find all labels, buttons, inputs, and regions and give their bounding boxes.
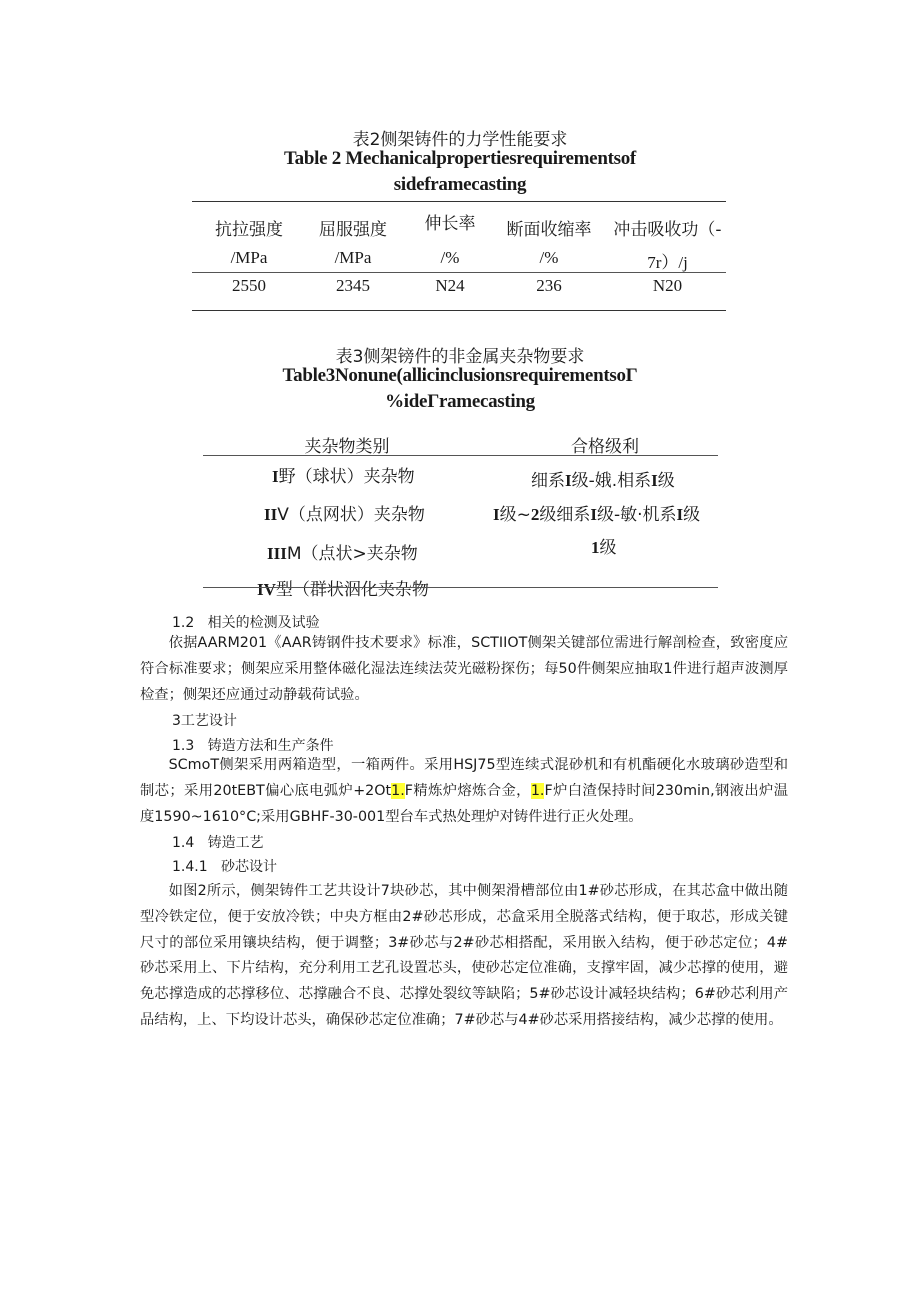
table2-header-1: 抗拉强度 [215, 220, 283, 240]
table2-caption-en-2: sideframecasting [393, 174, 527, 195]
table2-value-tensile: 2550 [232, 276, 266, 295]
section-1-2-paragraph: 依据AARM201《AAR铸钢件技术要求》标准，SCTIIOT侧架关键部位需进行解剖检查，致密度应符合标准要求；侧架应采用整体磁化湿法连续法荧光磁粉探伤；每50件侧架应抽取1件进行超声波测厚检查；侧架还应通过动静载荷试验。 [140, 635, 788, 703]
table3-row-3: IIIM（点状>夹杂物 [267, 544, 418, 564]
table2-header-rule [192, 272, 726, 273]
table2-header-3-unit: /% [440, 248, 460, 267]
table3-header-grade: 合格级利 [571, 437, 639, 457]
table2-caption-en: Table 2 Mechanicalpropertiesrequirementsof [284, 148, 636, 169]
table3-row-2: IIV（点网状）夹杂物 [264, 505, 425, 525]
table2-caption-zh: 表2侧架铸件的力学性能要求 [352, 130, 568, 150]
table3-caption-en-2: %ideΓramecasting [385, 391, 535, 412]
table3-caption-zh: 表3侧架镑件的非金属夹杂物要求 [335, 347, 585, 367]
section-1-3-heading: 1.3 铸造方法和生产条件 [172, 738, 334, 754]
highlight-1: 1. [391, 782, 405, 799]
section-1-3-paragraph: SCmoT侧架采用两箱造型，一箱两件。采用HSJ75型连续式混砂机和有机酯硬化水玻璃砂造型和制芯；采用20tEBT偏心底电弧炉+2Ot1.F精炼炉熔炼合金，1.F炉白渣保持时间230min,钢液出炉温度1590~1610°C;采用GBHF-30-001型台车式热处理炉对铸件进行正火处理。 [140, 757, 789, 825]
table2-value-impact: N20 [652, 276, 683, 295]
section-3-heading: 3工艺设计 [172, 713, 237, 729]
table3-header-rule [203, 455, 718, 456]
table3-row-4: IV型（群状泅化夹杂物 [257, 580, 429, 600]
table3-grade-1: 细系I级-娥.相系I级 [531, 471, 675, 491]
table2-header-5: 冲击吸收功（- [613, 220, 722, 240]
table2-top-rule [192, 201, 726, 202]
table2-value-yield: 2345 [336, 276, 370, 295]
table3-caption-en: Table3Nonune(allicinclusionsrequirementsoΓ [282, 365, 638, 386]
highlight-2: 1. [530, 782, 545, 799]
section-1-2-heading: 1.2 相关的检测及试验 [172, 615, 320, 631]
table2-header-1-unit: /MPa [230, 248, 268, 267]
table3-row-1: I野（球状）夹杂物 [272, 467, 415, 487]
table2-value-elongation: N24 [435, 276, 465, 295]
table2-value-reduction: 236 [536, 276, 562, 295]
table2-header-5-unit: 7r）/j [647, 253, 688, 272]
section-1-4-heading: 1.4 铸造工艺 [172, 835, 264, 851]
table2-bottom-rule [192, 310, 726, 311]
table3-header-category: 夹杂物类别 [304, 437, 390, 457]
section-1-4-1-paragraph: 如图2所示，侧架铸件工艺共设计7块砂芯，其中侧架滑槽部位由1#砂芯形成，在其芯盒中做出随型冷铁定位，便于安放冷铁；中央方框由2#砂芯形成，芯盒采用全脱落式结构，便于取芯，形成关键尺寸的部位采用镶块结构，便于调整；3#砂芯与2#砂芯相搭配，采用嵌入结构，便于砂芯定位；4#砂芯采用上、下片结构，充分利用工艺孔设置芯头，使砂芯定位准确，支撑牢固，减少芯撑的使用，避免芯撑造成的芯撑移位、芯撑融合不良、芯撑处裂纹等缺陷；5#砂芯设计减轻块结构；6#砂芯利用产品结构，上、下均设计芯头，确保砂芯定位准确；7#砂芯与4#砂芯采用搭接结构，减少芯撑的使用。 [140, 883, 788, 1028]
table3-grade-3: 1级 [591, 538, 617, 558]
table3-bottom-rule [203, 587, 718, 588]
table3-grade-2: I级~2级细系I级-敏·机系I级 [493, 505, 701, 525]
table2-header-4: 断面收缩率 [506, 220, 592, 240]
table2-header-3: 伸长率 [424, 214, 476, 234]
section-1-4-1-heading: 1.4.1 砂芯设计 [172, 859, 277, 875]
table2-header-4-unit: /% [539, 248, 559, 267]
table2-header-2-unit: /MPa [334, 248, 372, 267]
table2-header-2: 屈服强度 [319, 220, 387, 240]
